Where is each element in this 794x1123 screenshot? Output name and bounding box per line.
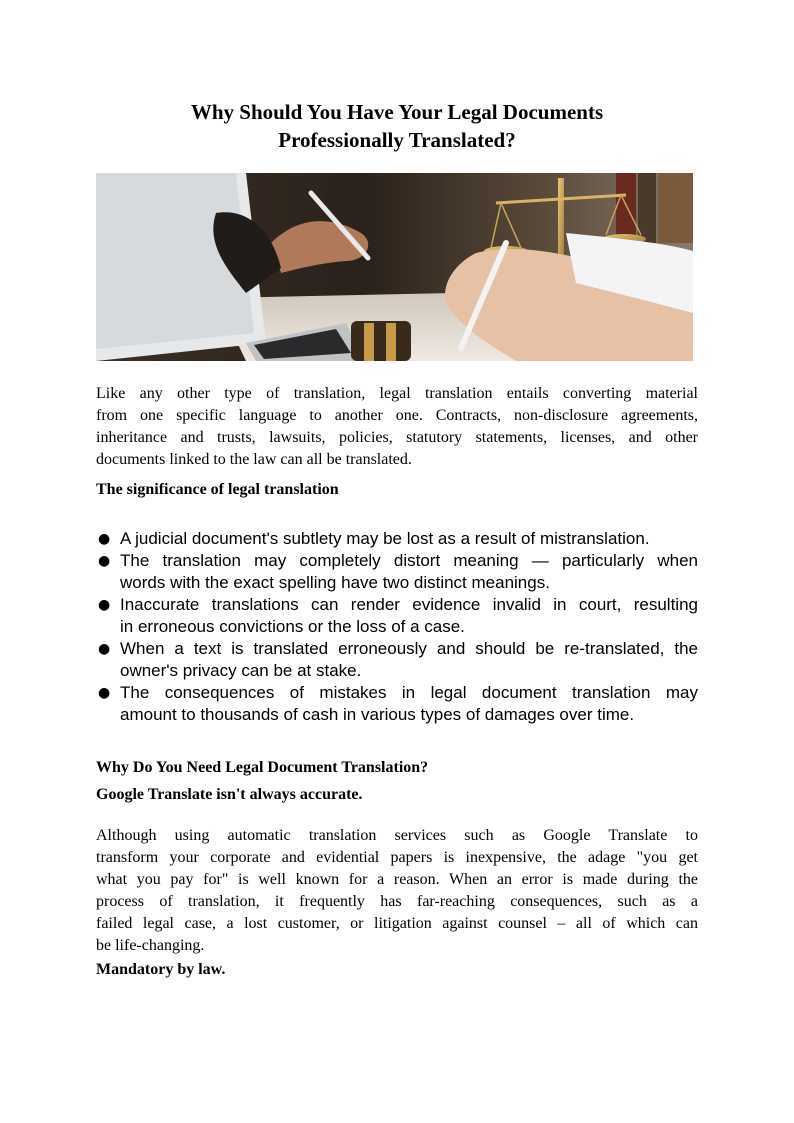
list-item-line: The consequences of mistakes in legal document translation may (120, 683, 698, 702)
title-line-1: Why Should You Have Your Legal Documents (190, 100, 604, 124)
list-item-line: in erroneous convictions or the loss of a case. (120, 617, 465, 636)
intro-paragraph (96, 383, 698, 471)
list-item-line: Inaccurate translations can render evidence invalid in court, resulting (120, 595, 698, 614)
google-heading: Google Translate isn't always accurate. (96, 786, 363, 803)
list-item (96, 682, 698, 726)
legal-scales-laptop-photo-icon (96, 173, 693, 361)
google-line: process of translation, it frequently has far-reaching consequences, such as a (96, 893, 698, 910)
list-item (96, 638, 698, 682)
intro-line: inheritance and trusts, lawsuits, policies, statutory statements, licenses, and other (96, 429, 698, 446)
list-item (96, 594, 698, 638)
bullet-dot-icon: ● (98, 531, 111, 547)
list-item (96, 528, 698, 550)
google-line: Although using automatic translation services such as Google Translate to (96, 827, 698, 844)
why-heading: Why Do You Need Legal Document Translation? (96, 759, 429, 776)
intro-line: documents linked to the law can all be translated. (96, 451, 412, 468)
significance-heading: The significance of legal translation (96, 481, 339, 498)
bullet-dot-icon: ● (98, 685, 111, 701)
list-item-line: amount to thousands of cash in various types of damages over time. (120, 705, 635, 724)
list-item-line: words with the exact spelling have two distinct meanings. (120, 573, 550, 592)
significance-list (96, 528, 698, 726)
intro-line: from one specific language to another one. Contracts, non-disclosure agreements, (96, 407, 698, 424)
list-item-line: A judicial document's subtlety may be lost as a result of mistranslation. (120, 529, 650, 548)
google-paragraph (96, 825, 698, 957)
intro-line: Like any other type of translation, legal translation entails converting material (96, 385, 698, 402)
list-item-line: The translation may completely distort meaning — particularly when (120, 551, 698, 570)
mandatory-heading: Mandatory by law. (96, 961, 226, 978)
title-line-2: Professionally Translated? (278, 128, 516, 152)
google-line: transform your corporate and evidential papers is inexpensive, the adage "you get (96, 849, 698, 866)
google-line: what you pay for" is well known for a reason. When an error is made during the (96, 871, 698, 888)
google-line: failed legal case, a lost customer, or litigation against counsel – all of which can (96, 915, 698, 932)
list-item (96, 550, 698, 594)
google-line: be life-changing. (96, 937, 205, 954)
list-item-line: owner's privacy can be at stake. (120, 661, 362, 680)
bullet-dot-icon: ● (98, 597, 111, 613)
bullet-dot-icon: ● (98, 641, 111, 657)
list-item-line: When a text is translated erroneously and should be re-translated, the (120, 639, 698, 658)
page-title (96, 98, 698, 154)
bullet-dot-icon: ● (98, 553, 111, 569)
